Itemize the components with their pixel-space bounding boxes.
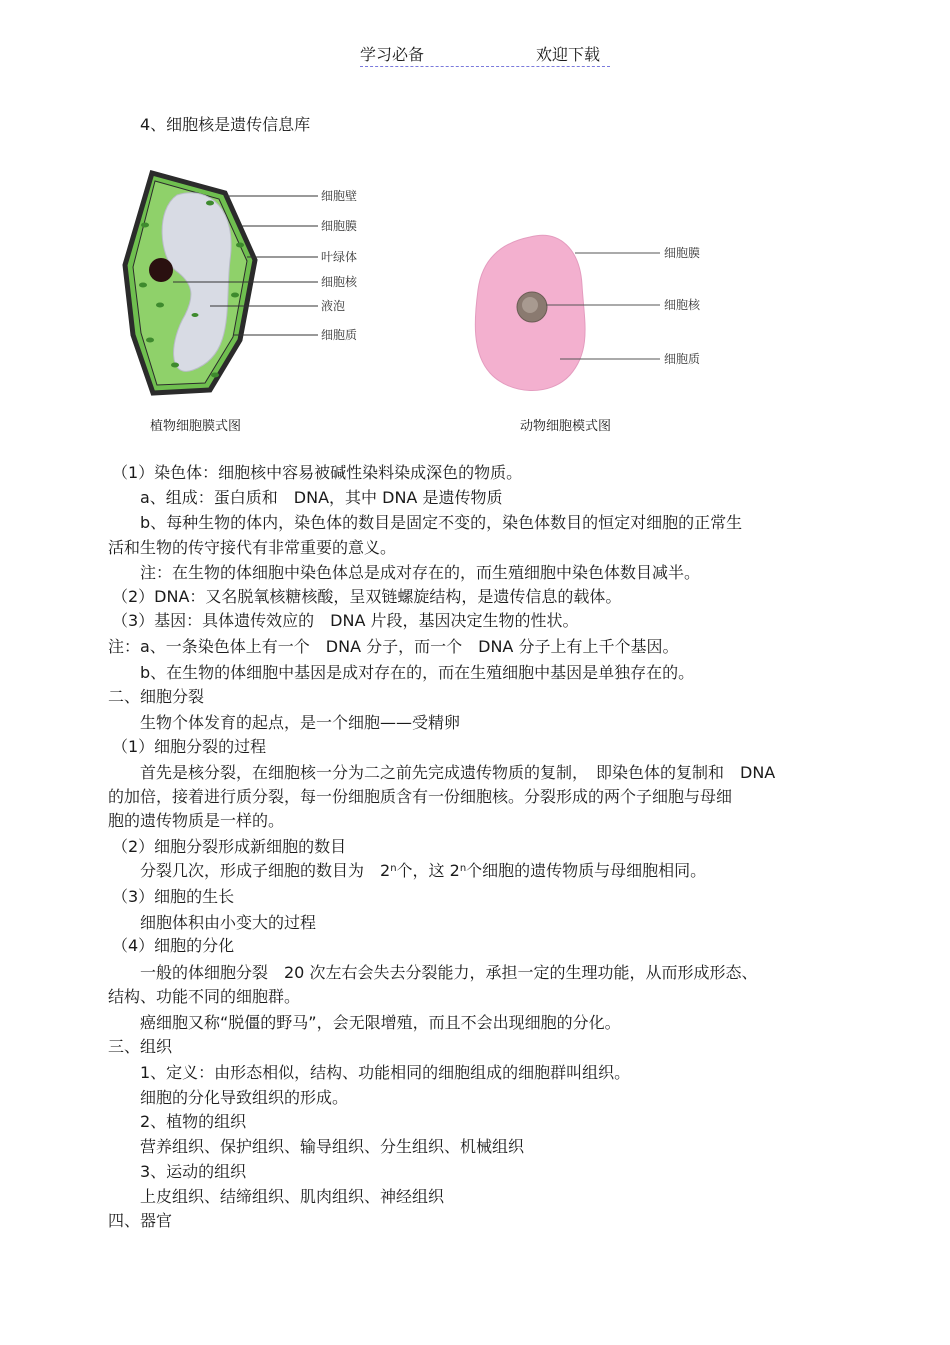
header-left: 学习必备 [360, 45, 425, 64]
text-line: 胞的遗传物质是一样的。 [108, 811, 285, 830]
text-line: 生物个体发育的起点，是一个细胞——受精卵 [140, 713, 461, 732]
text-line: （3）基因：具体遗传效应的 DNA 片段，基因决定生物的性状。 [112, 611, 579, 630]
animal-label-cytoplasm: 细胞质 [664, 352, 701, 366]
text-line: 细胞的分化导致组织的形成。 [140, 1088, 349, 1107]
heading-organ: 四、器官 [108, 1211, 173, 1230]
text-line: b、每种生物的体内，染色体的数目是固定不变的，染色体数目的恒定对细胞的正常生 [140, 513, 743, 532]
text-line: 注：在生物的体细胞中染色体总是成对存在的，而生殖细胞中染色体数目减半。 [140, 563, 701, 582]
text-line: （1）细胞分裂的过程 [112, 737, 267, 756]
plant-label-cell-membrane: 细胞膜 [321, 219, 358, 233]
text-line: 细胞体积由小变大的过程 [140, 913, 317, 932]
text-line: 结构、功能不同的细胞群。 [108, 987, 301, 1006]
section-title: 4、细胞核是遗传信息库 [140, 115, 311, 134]
plant-label-vacuole: 液泡 [321, 299, 346, 313]
text-line: （1）染色体：细胞核中容易被碱性染料染成深色的物质。 [112, 463, 523, 482]
text-line: a、组成：蛋白质和 DNA，其中 DNA 是遗传物质 [140, 488, 503, 507]
text-line: 2、植物的组织 [140, 1112, 247, 1131]
division-count-line: 分裂几次，形成子细胞的数目为 2$^n$个，这 2$^n$个细胞的遗传物质与母细胞相同。 [140, 861, 707, 880]
plant-label-chloroplast: 叶绿体 [321, 250, 358, 264]
header-right: 欢迎下载 [536, 45, 601, 64]
text-line: （2）DNA：又名脱氧核糖核酸，呈双链螺旋结构，是遗传信息的载体。 [112, 587, 622, 606]
plant-label-cell-wall: 细胞壁 [321, 189, 358, 203]
text-line: （4）细胞的分化 [112, 936, 235, 955]
animal-cell-diagram [470, 225, 730, 405]
text-line: 活和生物的传守接代有非常重要的意义。 [108, 538, 397, 557]
text-line: 1、定义：由形态相似，结构、功能相同的细胞组成的细胞群叫组织。 [140, 1063, 631, 1082]
text-line: （2）细胞分裂形成新细胞的数目 [112, 837, 347, 856]
text-line: 一般的体细胞分裂 20 次左右会失去分裂能力，承担一定的生理功能，从而形成形态、 [140, 963, 758, 982]
plant-nucleus [149, 258, 173, 282]
heading-tissue: 三、组织 [108, 1037, 173, 1056]
text-line: 的加倍，接着进行质分裂，每一份细胞质含有一份细胞核。分裂形成的两个子细胞与母细 [108, 787, 733, 806]
plant-label-nucleus: 细胞核 [321, 275, 358, 289]
animal-caption: 动物细胞模式图 [520, 419, 612, 434]
text-line: 3、运动的组织 [140, 1162, 247, 1181]
page-header [360, 40, 610, 67]
text-line: 首先是核分裂，在细胞核一分为二之前先完成遗传物质的复制， 即染色体的复制和 DNA [140, 763, 776, 782]
text-line: 上皮组织、结缔组织、肌肉组织、神经组织 [140, 1187, 445, 1206]
text-line: （3）细胞的生长 [112, 887, 235, 906]
plant-caption: 植物细胞膜式图 [150, 419, 242, 434]
text-line: 营养组织、保护组织、输导组织、分生组织、机械组织 [140, 1137, 525, 1156]
plant-cell-diagram [115, 165, 375, 405]
text-line: b、在生物的体细胞中基因是成对存在的，而在生殖细胞中基因是单独存在的。 [140, 663, 695, 682]
animal-label-nucleus: 细胞核 [664, 298, 701, 312]
text-line: 注：a、一条染色体上有一个 DNA 分子，而一个 DNA 分子上有上千个基因。 [108, 637, 679, 656]
plant-label-cytoplasm: 细胞质 [321, 328, 358, 342]
heading-cell-division: 二、细胞分裂 [108, 687, 205, 706]
animal-label-cell-membrane: 细胞膜 [664, 246, 701, 260]
text-line: 癌细胞又称“脱僵的野马”，会无限增殖，而且不会出现细胞的分化。 [140, 1013, 621, 1032]
